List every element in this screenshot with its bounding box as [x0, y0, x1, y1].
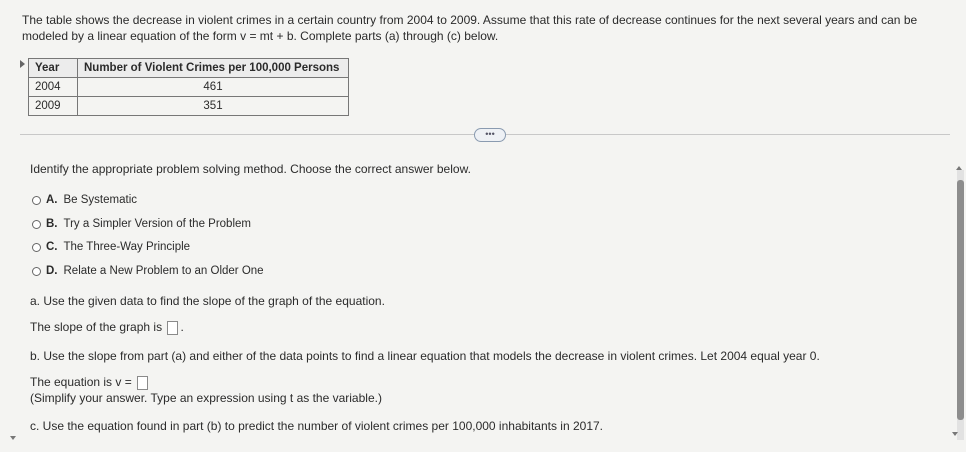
- table-cell: 351: [78, 97, 349, 116]
- option-letter: D.: [46, 265, 58, 277]
- option-label: Try a Simpler Version of the Problem: [63, 218, 251, 230]
- table-row: [29, 97, 349, 116]
- part-a-answer-prefix: The slope of the graph is: [30, 320, 163, 334]
- part-b-hint: (Simplify your answer. Type an expression using t as the variable.): [30, 391, 382, 405]
- option-letter: C.: [46, 241, 58, 253]
- table-header-year: Year: [29, 59, 78, 78]
- part-b-answer-line: [30, 375, 150, 390]
- table-cell: 2009: [29, 97, 78, 116]
- radio-button-c[interactable]: [32, 243, 41, 252]
- option-letter: A.: [46, 194, 58, 206]
- part-b-prompt: b. Use the slope from part (a) and either of the data points to find a linear equation that models the decrease in violent crimes. Let 2004 equal year 0.: [30, 349, 820, 363]
- radio-button-a[interactable]: [32, 196, 41, 205]
- option-label: Relate a New Problem to an Older One: [63, 265, 264, 277]
- option-label: The Three-Way Principle: [63, 241, 191, 253]
- scroll-up-arrow-icon[interactable]: [956, 166, 962, 170]
- option-c[interactable]: [32, 241, 190, 253]
- problem-statement: The table shows the decrease in violent crimes in a certain country from 2004 to 2009. Assume that this rate of decrease continues for the next several years and can be modeled by a linear equation of the form v = mt + b. Complete parts (a) through (c) below.: [22, 13, 918, 43]
- radio-button-b[interactable]: [32, 220, 41, 229]
- table-cell: 461: [78, 78, 349, 97]
- part-a-answer-suffix: .: [180, 320, 184, 334]
- part-b-answer-prefix: The equation is v =: [30, 375, 132, 389]
- option-d[interactable]: [32, 265, 264, 277]
- table-expand-marker[interactable]: [20, 60, 25, 68]
- scrollbar-thumb[interactable]: [957, 180, 964, 420]
- scroll-down-arrow-icon[interactable]: [952, 432, 958, 436]
- part-c-prompt: c. Use the equation found in part (b) to predict the number of violent crimes per 100,000 inhabitants in 2017.: [30, 419, 604, 433]
- option-b[interactable]: [32, 218, 251, 230]
- option-letter: B.: [46, 218, 58, 230]
- part-a-prompt: a. Use the given data to find the slope of the graph of the equation.: [30, 294, 385, 308]
- part-a-answer-line: [30, 320, 184, 335]
- radio-button-d[interactable]: [32, 267, 41, 276]
- question-text: Identify the appropriate problem solving method. Choose the correct answer below.: [30, 162, 471, 176]
- slope-answer-input[interactable]: [167, 321, 178, 335]
- collapse-arrow-icon[interactable]: [10, 436, 16, 440]
- option-a[interactable]: [32, 194, 137, 206]
- table-row: [29, 78, 349, 97]
- equation-answer-input[interactable]: [137, 376, 148, 390]
- data-table: [28, 58, 349, 116]
- option-label: Be Systematic: [63, 194, 137, 206]
- table-header-crimes: Number of Violent Crimes per 100,000 Persons: [78, 59, 349, 78]
- table-cell: 2004: [29, 78, 78, 97]
- expand-more-button[interactable]: •••: [474, 128, 506, 142]
- table-header-row: [29, 59, 349, 78]
